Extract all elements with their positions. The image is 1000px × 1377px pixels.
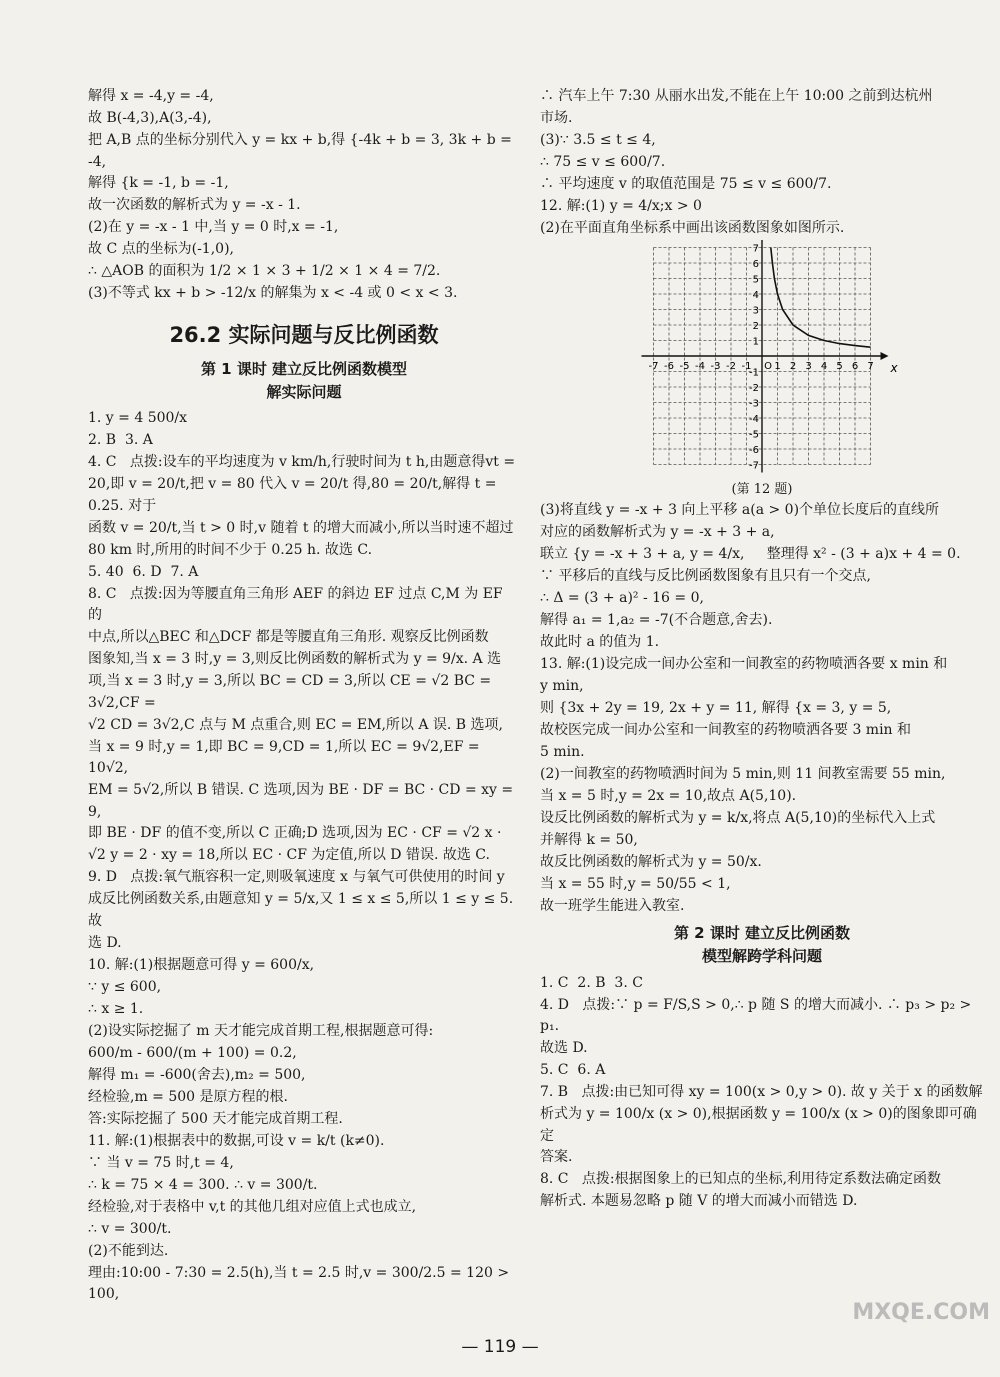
y-tick-label: -5 <box>749 429 759 441</box>
text-line: 函数 v = 20/t,当 t > 0 时,v 随着 t 的增大而减小,所以当时速不超过 <box>88 519 514 536</box>
x-tick-label: -3 <box>710 361 721 372</box>
y-tick-label: -7 <box>749 460 759 472</box>
text-line: 析式为 y = 100/x (x > 0),根据函数 y = 100/x (x > 0)的图象即可确定 <box>540 1106 977 1144</box>
y-tick-label: -6 <box>749 445 759 456</box>
y-tick-label: -3 <box>749 398 759 410</box>
text-line: 经检验,m = 500 是原方程的根. <box>88 1088 288 1105</box>
text-line: √2 CD = 3√2,C 点与 M 点重合,则 EC = EM,所以 A 误. B 选项, <box>88 716 503 733</box>
text-line: (2)设实际挖掘了 m 天才能完成首期工程,根据题意可得: <box>88 1022 434 1039</box>
text-line: 解析式. 本题易忽略 p 随 V 的增大而减小而错选 D. <box>540 1193 858 1210</box>
text-line: ∴ 平均速度 v 的取值范围是 75 ≤ v ≤ 600/7. <box>540 176 832 192</box>
figure-12 <box>540 240 984 480</box>
watermark-logo: MXQE.COM <box>852 1300 990 1325</box>
text-line: ∵ 当 v = 75 时,t = 4, <box>88 1154 234 1171</box>
left-answers-block <box>88 408 520 1306</box>
x-tick-label: 5 <box>836 361 843 372</box>
text-line: (2)不能到达. <box>88 1242 169 1259</box>
text-line: 答案. <box>540 1149 573 1166</box>
x-tick-label: 3 <box>805 361 812 372</box>
text-line: 7. B 点拨:由已知可得 xy = 100(x > 0,y > 0). 故 y 关于 x 的函数解 <box>540 1084 983 1101</box>
text-line: 则 {3x + 2y = 19, 2x + y = 11, 解得 {x = 3, y = 5, <box>540 700 892 717</box>
text-line: ∵ 平移后的直线与反比例函数图象有且只有一个交点, <box>540 568 871 585</box>
right-column <box>540 86 984 1213</box>
text-line: 当 x = 55 时,y = 50/55 < 1, <box>540 876 731 893</box>
right-solution-block-2 <box>540 500 984 918</box>
text-line: y min, <box>540 678 584 695</box>
text-line: 9. D 点拨:氧气瓶容积一定,则吸氧速度 x 与氧气可供使用的时间 y <box>88 869 505 886</box>
y-tick-label: 4 <box>752 290 759 301</box>
text-line: 13. 解:(1)设完成一间办公室和一间教室的药物喷洒各要 x min 和 <box>540 656 948 673</box>
text-line: (3)不等式 kx + b > -12/x 的解集为 x < -4 或 0 < x < 3. <box>88 285 458 302</box>
text-line: 4. D 点拨:∵ p = F/S,S > 0,∴ p 随 S 的增大而减小. ∴ p₃ > p₂ > p₁. <box>540 996 976 1035</box>
text-line: 11. 解:(1)根据表中的数据,可设 v = k/t (k≠0). <box>88 1132 385 1149</box>
x-axis-label: x <box>890 361 898 375</box>
text-line: 故 B(-4,3),A(3,-4), <box>88 110 212 126</box>
text-line: 1. C 2. B 3. C <box>540 974 643 991</box>
lesson1-title: 第 1 课时 建立反比例函数模型 <box>200 359 408 378</box>
y-tick-label: 7 <box>752 243 759 255</box>
y-tick-label: -4 <box>749 414 759 425</box>
text-line: 当 x = 9 时,y = 1,即 BC = 9,CD = 1,所以 EC = 9√2,EF = 10√2, <box>88 738 485 777</box>
text-line: 8. C 点拨:因为等腰直角三角形 AEF 的斜边 EF 过点 C,M 为 EF 的 <box>88 585 508 624</box>
text-line: 600/m - 600/(m + 100) = 0.2, <box>88 1044 297 1061</box>
right-answers-block <box>540 973 984 1214</box>
y-tick-label: -2 <box>749 383 759 394</box>
text-line: EM = 5√2,所以 B 错误. C 选项,因为 BE · DF = BC · CD = xy = 9, <box>88 781 518 820</box>
text-line: √2 y = 2 · xy = 18,所以 EC · CF 为定值,所以 D 错误. 故选 C. <box>88 847 490 864</box>
lesson1-subtitle: 解实际问题 <box>266 383 342 402</box>
text-line: (2)一间教室的药物喷洒时间为 5 min,则 11 间教室需要 55 min, <box>540 766 946 783</box>
text-line: 故校医完成一间办公室和一间教室的药物喷洒各要 3 min 和 <box>540 722 912 739</box>
text-line: (2)在平面直角坐标系中画出该函数图象如图所示. <box>540 220 845 236</box>
text-line: 当 x = 5 时,y = 2x = 10,故点 A(5,10). <box>540 788 797 805</box>
text-line: 项,当 x = 3 时,y = 3,所以 BC = CD = 3,所以 CE = √2 BC = 3√2,CF = <box>88 673 496 711</box>
y-tick-label: 3 <box>752 305 759 317</box>
text-line: 图象知,当 x = 3 时,y = 3,则反比例函数的解析式为 y = 9/x. A 选 <box>88 651 502 668</box>
text-line: 5. C 6. A <box>540 1062 606 1079</box>
lesson2-title: 第 2 课时 建立反比例函数 <box>673 924 851 943</box>
text-line: (2)在 y = -x - 1 中,当 y = 0 时,x = -1, <box>88 219 339 236</box>
y-tick-label: -1 <box>749 367 759 379</box>
x-tick-label: 4 <box>820 361 828 372</box>
text-line: 理由:10:00 - 7:30 = 2.5(h),当 t = 2.5 时,v = 300/2.5 = 120 > 100, <box>88 1264 514 1303</box>
x-tick-label: -4 <box>695 361 705 372</box>
y-tick-label: 5 <box>752 274 759 286</box>
text-line: 经检验,对于表格中 v,t 的其他几组对应值上式也成立, <box>88 1198 417 1215</box>
figure-caption: (第 12 题) <box>731 482 793 497</box>
text-line: ∴ Δ = (3 + a)² - 16 = 0, <box>540 590 704 607</box>
text-line: 答:实际挖掘了 500 天才能完成首期工程. <box>88 1110 343 1127</box>
x-tick-label: 6 <box>851 361 859 372</box>
text-line: 成反比例函数关系,由题意知 y = 5/x,又 1 ≤ x ≤ 5,所以 1 ≤ y ≤ 5. 故 <box>88 891 518 929</box>
x-tick-label: 2 <box>789 361 797 372</box>
text-line: 故一次函数的解析式为 y = -x - 1. <box>88 197 301 214</box>
text-line: 解得 x = -4,y = -4, <box>88 88 214 104</box>
x-tick-label: -1 <box>741 361 752 372</box>
text-line: ∴ 汽车上午 7:30 从丽水出发,不能在上午 10:00 之前到达杭州 <box>540 88 933 104</box>
text-line: ∵ y ≤ 600, <box>88 978 162 995</box>
x-tick-label: -7 <box>648 361 659 372</box>
text-line: 2. B 3. A <box>88 432 153 449</box>
text-line: 4. C 点拨:设车的平均速度为 v km/h,行驶时间为 t h,由题意得vt = <box>88 454 516 471</box>
text-line: 解得 a₁ = 1,a₂ = -7(不合题意,舍去). <box>540 612 773 629</box>
text-line: 8. C 点拨:根据图象上的已知点的坐标,利用待定系数法确定函数 <box>540 1171 942 1188</box>
curve-y-4-over-x <box>771 248 871 348</box>
text-line: 12. 解:(1) y = 4/x;x > 0 <box>540 198 702 214</box>
text-line: 故此时 a 的值为 1. <box>540 634 660 651</box>
x-tick-label: 1 <box>774 361 781 372</box>
y-axis-label <box>766 240 775 241</box>
text-line: 5. 40 6. D 7. A <box>88 563 199 580</box>
text-line: 解得 m₁ = -600(舍去),m₂ = 500, <box>88 1066 306 1083</box>
text-line: ∴ x ≥ 1. <box>88 1000 144 1017</box>
y-tick-label: 6 <box>752 259 759 270</box>
text-line: ∴ △AOB 的面积为 1/2 × 1 × 3 + 1/2 × 1 × 4 = 7/2. <box>88 263 441 280</box>
text-line: 解得 {k = -1, b = -1, <box>88 175 229 192</box>
text-line: 并解得 k = 50, <box>540 832 638 849</box>
section-title: 26.2 实际问题与反比例函数 <box>169 323 439 348</box>
x-axis-arrow <box>881 352 889 360</box>
text-line: 中点,所以△BEC 和△DCF 都是等腰直角三角形. 观察反比例函数 <box>88 629 489 646</box>
text-line: 20,即 v = 20/t,把 v = 80 代入 v = 20/t 得,80 = 20/t,解得 t = 0.25. 对于 <box>88 476 501 515</box>
text-line: 选 D. <box>88 934 122 951</box>
text-line: 故一班学生能进入教室. <box>540 898 685 915</box>
text-line: 故选 D. <box>540 1040 588 1057</box>
text-line: 80 km 时,所用的时间不少于 0.25 h. 故选 C. <box>88 541 373 558</box>
text-line: 故 C 点的坐标为(-1,0), <box>88 241 234 258</box>
text-line: 联立 {y = -x + 3 + a, y = 4/x, 整理得 x² - (3 + a)x + 4 = 0. <box>540 546 961 563</box>
text-line: 5 min. <box>540 744 585 761</box>
right-solution-block-1 <box>540 86 984 240</box>
function-plot <box>540 240 984 480</box>
text-line: 1. y = 4 500/x <box>88 410 188 427</box>
text-line: 把 A,B 点的坐标分别代入 y = kx + b,得 {-4k + b = 3, 3k + b = -4, <box>88 132 517 170</box>
text-line: 市场. <box>540 110 573 126</box>
x-tick-label: -5 <box>679 361 690 372</box>
text-line: ∴ 75 ≤ v ≤ 600/7. <box>540 154 666 170</box>
x-tick-label: -2 <box>726 361 736 372</box>
text-line: (3)将直线 y = -x + 3 向上平移 a(a > 0)个单位长度后的直线所 <box>540 502 940 519</box>
y-tick-label: 1 <box>752 336 759 348</box>
left-solution-block <box>88 86 520 305</box>
text-line: 即 BE · DF 的值不变,所以 C 正确;D 选项,因为 EC · CF = √2 x · <box>88 825 502 842</box>
text-line: (3)∵ 3.5 ≤ t ≤ 4, <box>540 132 656 148</box>
text-line: 故反比例函数的解析式为 y = 50/x. <box>540 854 762 871</box>
text-line: 设反比例函数的解析式为 y = k/x,将点 A(5,10)的坐标代入上式 <box>540 810 936 827</box>
y-tick-label: 2 <box>752 321 759 332</box>
x-tick-label: 7 <box>867 361 874 372</box>
text-line: ∴ v = 300/t. <box>88 1220 172 1237</box>
text-line: 对应的函数解析式为 y = -x + 3 + a, <box>540 524 775 541</box>
left-column <box>88 86 520 1306</box>
text-line: 10. 解:(1)根据题意可得 y = 600/x, <box>88 956 315 973</box>
lesson2-subtitle: 模型解跨学科问题 <box>701 947 822 966</box>
page-number: — 119 — <box>461 1337 539 1357</box>
x-tick-label: -6 <box>664 361 674 372</box>
x-tick-label: O <box>764 361 772 372</box>
text-line: ∴ k = 75 × 4 = 300. ∴ v = 300/t. <box>88 1176 318 1193</box>
